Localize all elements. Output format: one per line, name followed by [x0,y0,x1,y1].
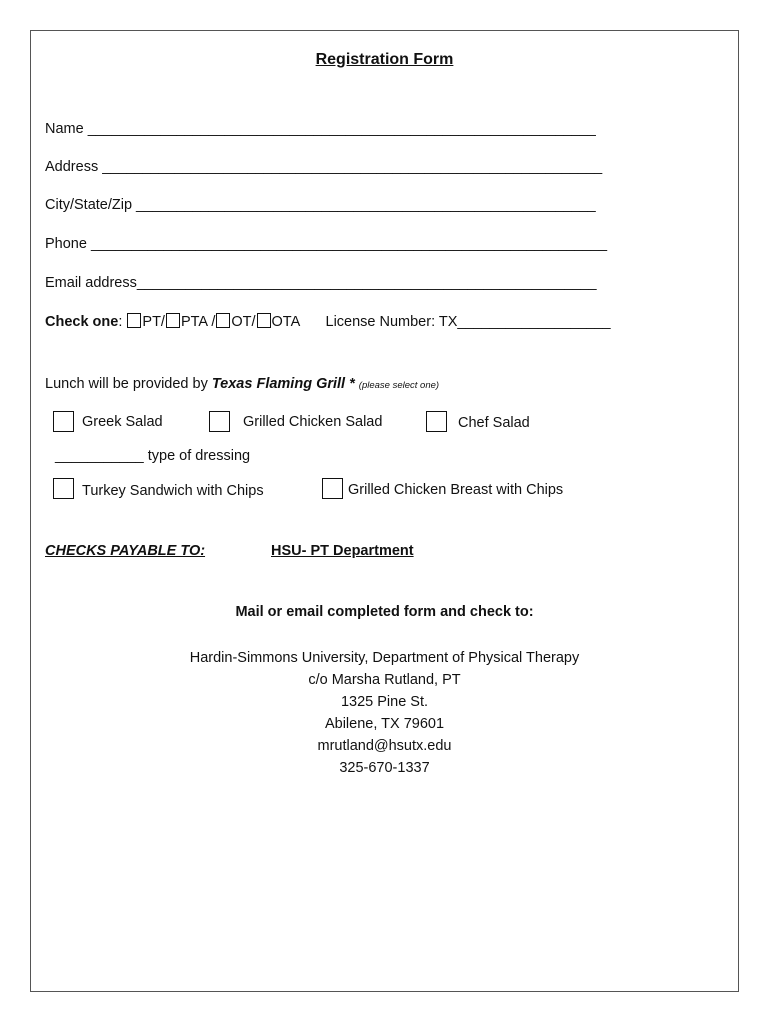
ota-checkbox[interactable] [257,313,271,328]
lunch-prefix: Lunch will be provided by [45,376,212,392]
greek-salad-checkbox[interactable] [53,411,74,432]
address-line: 1325 Pine St. [340,694,429,710]
payee-name: HSU- PT Department [271,543,414,559]
phone-field[interactable]: Phone ________________________________________________________________ [45,236,608,252]
ota-option-label: OTA [271,314,300,330]
name-field[interactable]: Name _______________________________________________________________ [45,121,596,137]
chef-salad-checkbox[interactable] [426,411,447,432]
grilled-chicken-salad-label: Grilled Chicken Salad [243,414,383,430]
check-one-colon: : [118,314,123,330]
address-line: c/o Marsha Rutland, PT [308,672,461,688]
pta-checkbox[interactable] [166,313,180,328]
email-field[interactable]: Email address_________________________________________________________ [45,275,597,291]
check-one-row [45,313,611,330]
form-page [30,30,739,992]
dressing-field[interactable]: ___________ type of dressing [55,448,251,464]
grilled-chicken-breast-checkbox[interactable] [322,478,343,499]
turkey-sandwich-checkbox[interactable] [53,478,74,499]
ot-option-label: OT/ [231,314,256,330]
checks-payable-label: CHECKS PAYABLE TO: [45,543,206,559]
pt-checkbox[interactable] [127,313,141,328]
mailing-address [31,647,738,779]
pt-option-label: PT/ [142,314,165,330]
ot-checkbox[interactable] [216,313,230,328]
contact-email[interactable]: mrutland@hsutx.edu [317,738,452,754]
greek-salad-label: Greek Salad [82,414,163,430]
address-field[interactable]: Address ______________________________________________________________ [45,159,603,175]
lunch-vendor: Texas Flaming Grill * [211,376,355,392]
chef-salad-label: Chef Salad [458,415,530,431]
lunch-note: (please select one) [358,380,440,391]
form-title: Registration Form [315,51,454,68]
grilled-chicken-salad-checkbox[interactable] [209,411,230,432]
address-line: Abilene, TX 79601 [324,716,445,732]
address-line: Hardin-Simmons University, Department of Physical Therapy [189,650,580,666]
mailing-heading: Mail or email completed form and check to: [235,604,534,620]
lunch-provider-line [45,376,439,392]
turkey-sandwich-label: Turkey Sandwich with Chips [82,483,264,499]
pta-option-label: PTA / [180,314,216,330]
grilled-chicken-breast-label: Grilled Chicken Breast with Chips [348,482,564,498]
contact-phone: 325-670-1337 [339,760,430,776]
license-number-field[interactable]: License Number: TX___________________ [325,314,611,330]
check-one-label: Check one [45,314,119,330]
city-state-zip-field[interactable]: City/State/Zip _________________________________________________________ [45,197,596,213]
